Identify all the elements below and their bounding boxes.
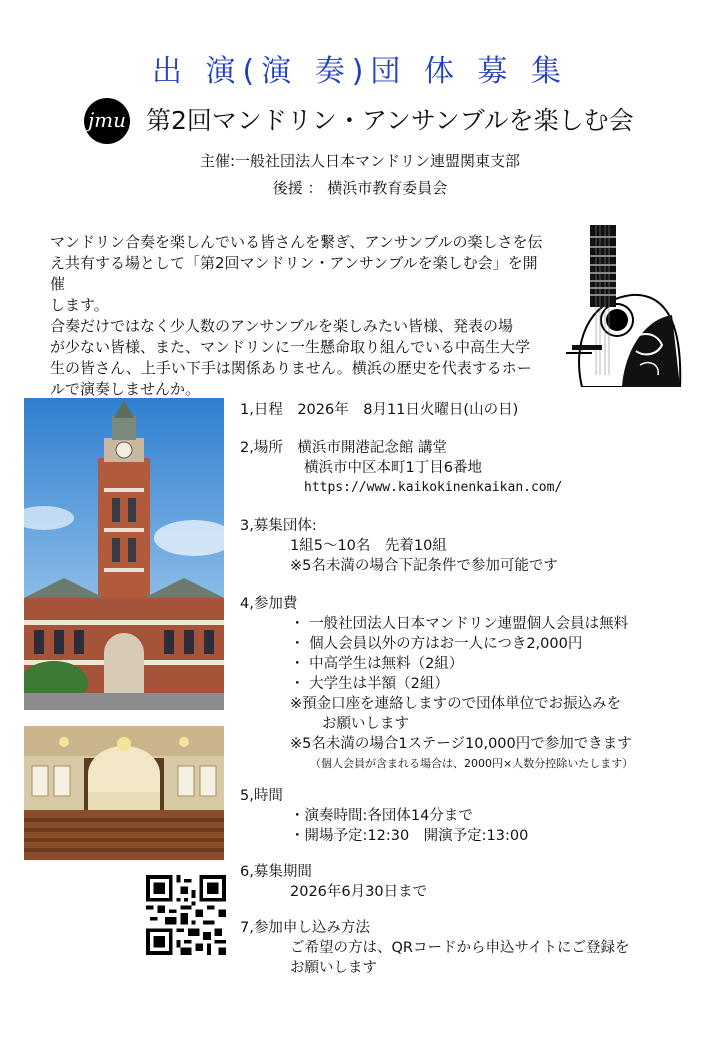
qr-code[interactable] [146,875,226,955]
intro-line: 合奏だけではなく少人数のアンサンブルを楽しみたい皆様、発表の場 [50,317,514,335]
fee-item: ・ 個人会員以外の方はお一人につき2,000円 [290,636,583,652]
fee-item: ・ 一般社団法人日本マンドリン連盟個人会員は無料 [290,616,629,632]
intro-line: ルで演奏しませんか。 [50,380,201,398]
fee-item: ・ 大学生は半額（2組） [290,676,449,692]
recruit-size: 1組5～10名 先着10組 [290,538,447,554]
schedule-heading: 1,日程 2026年 8月11日火曜日(山の日) [240,402,519,418]
intro-line: します。 [50,296,109,314]
recruit-note: ※5名未満の場合下記条件で参加可能です [290,558,558,574]
period-line: 2026年6月30日まで [290,884,428,900]
time-heading: 5,時間 [240,788,283,804]
apply-line: ご希望の方は、QRコードから申込サイトにご登録を [290,940,630,956]
venue-address: 横浜市中区本町1丁目6番地 [304,460,482,476]
venue-url-link[interactable]: https://www.kaikokinenkaikan.com/ [304,480,563,495]
section-fee [240,594,710,774]
time-line: ・演奏時間:各団体14分まで [290,808,473,824]
organizer-text: 主催:一般社団法人日本マンドリン連盟関東支部 [199,152,521,170]
fee-note-small: （個人会員が含まれる場合は、2000円×人数分控除いたします） [310,757,634,770]
intro-line: 生の皆さん、上手い下手は関係ありません。横浜の歴史を代表するホー [50,359,532,377]
jmu-logo: jmu [84,98,130,144]
section-recruit [240,516,710,576]
fee-note: ※預金口座を連絡しますので団体単位でお振込みを [290,696,622,712]
venue-heading: 2,場所 横浜市開港記念館 講堂 [240,440,447,456]
intro-line: え共有する場として「第2回マンドリン・アンサンブルを楽しむ会」を開催 [50,254,538,293]
section-schedule [240,400,710,420]
fee-note: お願いします [322,716,409,732]
fee-note: ※5名未満の場合1ステージ10,000円で参加できます [290,736,632,752]
event-title: 第2回マンドリン・アンサンブルを楽しむ会 [146,106,634,135]
section-apply [240,918,710,978]
hall-photo [24,726,224,860]
page-title: 出 演(演 奏)団 体 募 集 [151,54,569,89]
fee-heading: 4,参加費 [240,596,298,612]
period-heading: 6,募集期間 [240,864,312,880]
intro-paragraph [50,232,550,400]
apply-heading: 7,参加申し込み方法 [240,920,370,936]
section-period [240,862,710,902]
apply-line: お願いします [290,960,377,976]
mandolin-illustration [562,225,682,387]
intro-line: マンドリン合奏を楽しんでいる皆さんを繋ぎ、アンサンブルの楽しさを伝 [50,233,543,251]
time-line: ・開場予定:12:30 開演予定:13:00 [290,828,529,844]
section-venue [240,438,710,498]
recruit-heading: 3,募集団体: [240,518,317,534]
intro-line: が少ない皆様、また、マンドリンに一生懸命取り組んでいる中高生大学 [50,338,531,356]
fee-item: ・ 中高学生は無料（2組） [290,656,464,672]
building-photo [24,398,224,710]
support-text: 後援 ： 横浜市教育委員会 [272,179,448,197]
section-time [240,786,710,846]
